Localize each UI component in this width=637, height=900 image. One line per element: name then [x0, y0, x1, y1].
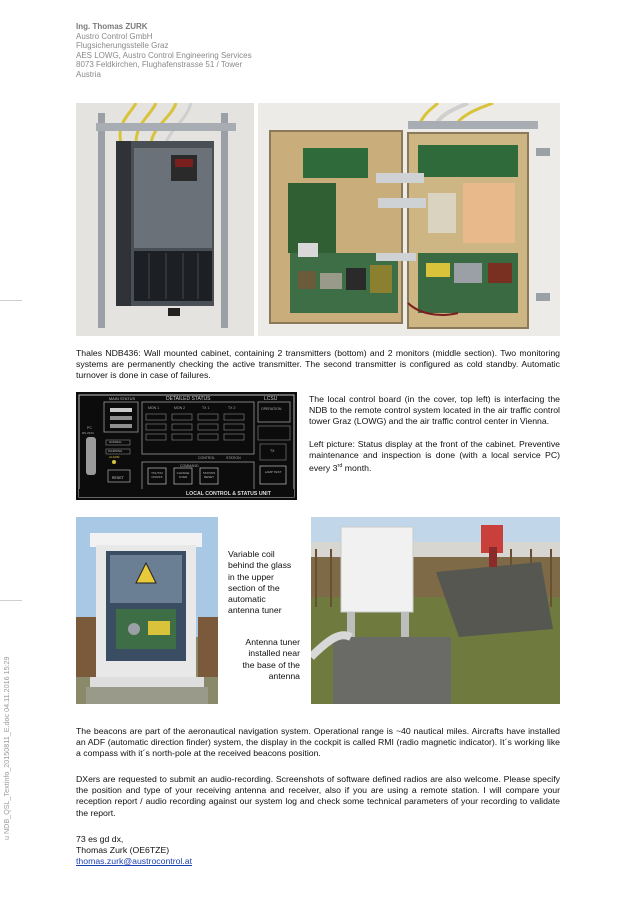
photo-closed-cabinet [76, 103, 254, 336]
sender-line-3: AES LOWG, Austro Control Engineering Services [76, 50, 252, 60]
margin-mark-top [0, 300, 22, 301]
panel-button-changeover: CHANGE OVER [176, 471, 190, 479]
panel-operation: OPERATION [261, 407, 282, 411]
panel-button-onoff: TX1/TX2 ON/OFF [151, 471, 163, 479]
installed-line-3: the base of the [242, 659, 300, 670]
panel-col-tx2: TX 2 [228, 406, 236, 410]
panel-button-station-reset: STATION RESET [202, 471, 216, 479]
sender-header [76, 22, 252, 80]
control-paragraph-2-sup: rd [337, 463, 343, 470]
panel-col-mon2: MON 2 [174, 406, 186, 410]
panel-lamp-test: LAMP TEST [264, 470, 282, 474]
installed-line-2: installed near [248, 648, 300, 659]
panel-pc-label: PC [87, 426, 92, 430]
cabinet-caption: Thales NDB436: Wall mounted cabinet, containing 2 transmitters (bottom) and 2 monitors (middle section). Two monitoring systems are permanently checking the active transmitter. The second transmitter is configured as cold standby. Automatic turnover is done in case of failures. [76, 348, 560, 381]
sender-line-1: Austro Control GmbH [76, 31, 153, 41]
signoff-name: Thomas Zurk (OE6TZE) [76, 845, 170, 856]
beacons-paragraph: The beacons are part of the aeronautical navigation system. Operational range is ~40 nautical miles. Aircrafts have installed an ADF (automatic direction finder) system, the display in the cockpit is called RMI (radio magnetic indicator). It´s working like a compass with it´s north-pole at the received beacons position. [76, 726, 560, 759]
coil-line-1: Variable coil [228, 549, 275, 559]
coil-line-2: behind the glass [228, 560, 292, 571]
panel-col-tx1: TX 1 [202, 406, 210, 410]
panel-pc-sub: RS 232C [82, 431, 95, 435]
panel-col-mon1: MON 1 [148, 406, 160, 410]
email-link[interactable]: thomas.zurk@austrocontrol.at [76, 856, 193, 867]
panel-main-status: MAIN STATUS [108, 396, 136, 401]
signoff-greeting: 73 es gd dx, [76, 834, 124, 844]
margin-mark-bottom [0, 600, 22, 601]
installed-line-1: Antenna tuner [245, 637, 300, 647]
photo-antenna-tuner [76, 517, 218, 704]
sender-name: Ing. Thomas ZURK [76, 22, 148, 31]
photo-control-panel [76, 392, 297, 500]
dxers-paragraph: DXers are requested to submit an audio-recording. Screenshots of software defined radios are also welcome. Please specify the position and type of your receiving antenna and receiver, also if you are using a remote station. I will compare your reception report / audio recording against our system log and check some technical parameters of your recording to validate the report. [76, 774, 560, 818]
panel-detailed-status: DETAILED STATUS [166, 396, 211, 402]
photo-open-cabinet [258, 103, 560, 336]
side-file-note: u NDB_QSL_Textinfo_20150811_E.doc 04.11.2016 15:29 [2, 656, 11, 840]
panel-command: COMMAND [180, 464, 199, 468]
coil-line-6: antenna tuner [228, 605, 282, 616]
sender-line-5: Austria [76, 69, 101, 79]
photo-antenna-base [311, 517, 560, 704]
panel-station: STATION [226, 456, 241, 460]
coil-line-5: automatic [228, 594, 266, 605]
installed-line-4: antenna [268, 670, 300, 681]
panel-warning: WARNING [108, 449, 123, 453]
control-paragraph-2-end: month. [342, 462, 372, 473]
control-paragraph-2 [309, 439, 560, 475]
signoff [76, 834, 276, 868]
panel-tx: TX [270, 449, 275, 453]
coil-line-3: in the upper [228, 571, 274, 582]
panel-lcsu: LCSU [264, 396, 278, 402]
panel-normal: NORMAL [109, 440, 122, 444]
panel-footer-title: LOCAL CONTROL & STATUS UNIT [186, 491, 271, 497]
control-paragraph-2-text: Left picture: Status display at the front of the cabinet. Preventive maintenance and inspection is done (with a local service PC) every 3 [309, 438, 560, 473]
panel-alarm: ALARM [109, 455, 120, 459]
panel-control: CONTROL [198, 456, 216, 460]
sender-line-4: 8073 Feldkirchen, Flughafenstrasse 51 / Tower [76, 60, 243, 70]
coil-label [228, 549, 308, 617]
control-board-description [309, 394, 560, 474]
coil-line-4: section of the [228, 582, 280, 593]
sender-line-2: Flugsicherungsstelle Graz [76, 41, 169, 51]
installed-label [226, 637, 300, 682]
control-paragraph-1: The local control board (in the cover, top left) is interfacing the NDB to the remote control system located in the air traffic control tower Graz (LOWG) and the air traffic control center in Vienna. [309, 394, 560, 427]
panel-reset-button: RESET [112, 476, 124, 480]
